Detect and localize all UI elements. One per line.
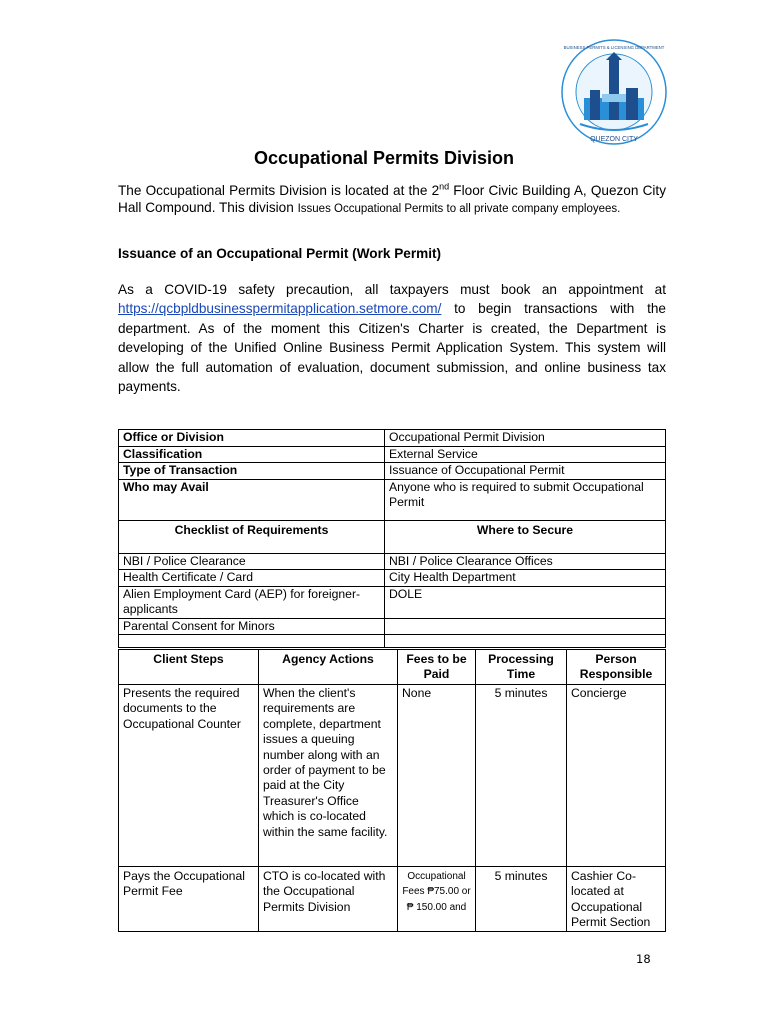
table-row [119, 618, 666, 635]
intro-paragraph: The Occupational Permits Division is located at the 2nd Floor Civic Building A, Quezon City Hall Compound. This division Issues Occupational Permits to all private company employees. [118, 181, 666, 215]
processing-time: 5 minutes [476, 867, 567, 932]
empty-cell [119, 635, 385, 648]
table-header-row [119, 650, 666, 685]
appointment-link[interactable]: https://qcbpldbusinesspermitapplication.setmore.com/ [118, 301, 442, 317]
client-step: Presents the required documents to the Occupational Counter [119, 685, 259, 867]
empty-cell [385, 635, 666, 648]
table-row [119, 446, 666, 463]
agency-action: CTO is co-located with the Occupational Permits Division [259, 867, 398, 932]
who-may-avail-value: Anyone who is required to submit Occupational Permit [385, 479, 666, 520]
requirement-item: Health Certificate / Card [119, 570, 385, 587]
person-responsible-header: Person Responsible [567, 650, 666, 685]
fees-header: Fees to be Paid [398, 650, 476, 685]
covid-paragraph: As a COVID-19 safety precaution, all taxpayers must book an appointment at https://qcbpldbusinesspermitapplication.setmore.com/ to begin transactions with the department. As of the moment this Citizen's Charter is created, the Department is developing of the Unified Online Business Permit Application System. This system will allow the full automation of evaluation, document submission, and online business tax payments. [118, 282, 666, 395]
checklist-header: Checklist of Requirements [119, 520, 385, 553]
table-row [119, 463, 666, 480]
agency-actions-header: Agency Actions [259, 650, 398, 685]
page-title: Occupational Permits Division [253, 148, 515, 168]
classification-value: External Service [385, 446, 666, 463]
transaction-type-label: Type of Transaction [119, 463, 385, 480]
logo-department-text: BUSINESS PERMITS & LICENSING DEPARTMENT [563, 45, 665, 50]
processing-time: 5 minutes [476, 685, 567, 867]
logo-city-text: QUEZON CITY [590, 136, 638, 143]
fee: None [398, 685, 476, 867]
page-number: 18 [636, 952, 651, 966]
table-row [119, 586, 666, 618]
who-may-avail-label: Who may Avail [119, 479, 385, 520]
client-step: Pays the Occupational Permit Fee [119, 867, 259, 932]
table-row [119, 867, 666, 932]
requirement-item: Parental Consent for Minors [119, 618, 385, 635]
table-row [119, 553, 666, 570]
person-responsible: Concierge [567, 685, 666, 867]
office-value: Occupational Permit Division [385, 430, 666, 447]
where-to-secure-header: Where to Secure [385, 520, 666, 553]
requirement-source: NBI / Police Clearance Offices [385, 553, 666, 570]
agency-action: When the client's requirements are complete, department issues a queuing number along with an order of payment to be paid at the City Treasurer's Office which is co-located within the same facility. [259, 685, 398, 867]
table-row [119, 430, 666, 447]
table-row [119, 520, 666, 553]
office-label: Office or Division [119, 430, 385, 447]
classification-label: Classification [119, 446, 385, 463]
requirement-item: Alien Employment Card (AEP) for foreigner-applicants [119, 586, 385, 618]
service-info-table [118, 429, 666, 648]
table-row [119, 635, 666, 648]
table-row [119, 570, 666, 587]
table-row [119, 685, 666, 867]
transaction-type-value: Issuance of Occupational Permit [385, 463, 666, 480]
processing-time-header: Processing Time [476, 650, 567, 685]
requirement-source: City Health Department [385, 570, 666, 587]
requirement-source: DOLE [385, 586, 666, 618]
person-responsible: Cashier Co-located at Occupational Permit Section [567, 867, 666, 932]
requirement-source [385, 618, 666, 635]
client-steps-header: Client Steps [119, 650, 259, 685]
bpld-logo [560, 38, 668, 146]
fee: Occupational Fees ₱75.00 or ₱ 150.00 and [398, 867, 476, 932]
requirement-item: NBI / Police Clearance [119, 553, 385, 570]
table-row [119, 479, 666, 520]
section-heading: Issuance of an Occupational Permit (Work Permit) [118, 246, 442, 261]
client-steps-table [118, 649, 666, 932]
